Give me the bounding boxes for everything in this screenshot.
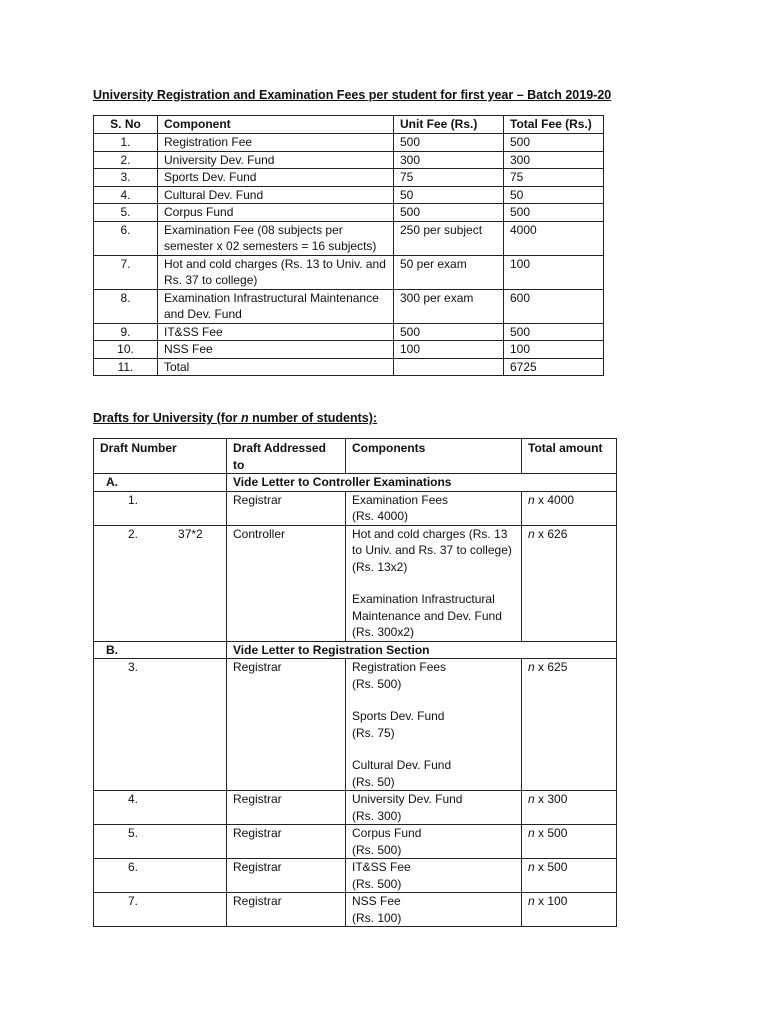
fees-row: [94, 151, 604, 169]
component-line: (Rs. 4000): [352, 509, 409, 523]
unit-fee-cell: 500: [394, 204, 504, 222]
unit-fee-cell: 300 per exam: [394, 289, 504, 323]
draft-number: 6.: [128, 860, 139, 874]
component-cell: Sports Dev. Fund: [158, 169, 394, 187]
amount-value: x 625: [534, 660, 568, 674]
drafts-header-row: [94, 439, 617, 474]
draft-amount-cell: [522, 859, 617, 893]
fees-row: [94, 358, 604, 376]
amount-var: n: [528, 894, 535, 908]
fees-row: [94, 323, 604, 341]
group-title: Vide Letter to Registration Section: [227, 641, 617, 659]
component-line: NSS Fee: [352, 894, 401, 908]
drafts-table-body: [94, 474, 617, 927]
total-fee-cell: 100: [504, 341, 604, 359]
header-total-amount: Total amount: [522, 439, 617, 474]
draft-number-cell: [94, 825, 227, 859]
component-line: Corpus Fund: [352, 826, 422, 840]
total-fee-cell: 500: [504, 134, 604, 152]
component-spacer: [352, 692, 515, 708]
component-line: Sports Dev. Fund: [352, 709, 445, 723]
sno-cell: 4.: [94, 186, 158, 204]
amount-var: n: [528, 526, 535, 541]
unit-fee-cell: 500: [394, 134, 504, 152]
component-cell: Examination Fee (08 subjects per semester x 02 semesters = 16 subjects): [158, 221, 394, 255]
fees-header-row: [94, 116, 604, 134]
amount-var: n: [528, 860, 535, 874]
component-cell: IT&SS Fee: [158, 323, 394, 341]
total-fee-cell: 75: [504, 169, 604, 187]
draft-addressed-cell: Registrar: [227, 491, 346, 525]
fees-row: [94, 169, 604, 187]
component-line: (Rs. 100): [352, 910, 402, 925]
draft-number: 4.: [128, 792, 139, 806]
draft-number: 2.: [128, 526, 139, 541]
amount-var: n: [528, 826, 535, 840]
component-cell: Examination Infrastructural Maintenance and Dev. Fund: [158, 289, 394, 323]
unit-fee-cell: 500: [394, 323, 504, 341]
component-cell: Corpus Fund: [158, 204, 394, 222]
draft-addressed-cell: Registrar: [227, 893, 346, 927]
header-components: Components: [346, 439, 522, 474]
drafts-title-before: Drafts for University (for: [93, 411, 241, 425]
amount-value: x 500: [534, 826, 568, 840]
draft-row: [94, 659, 617, 791]
component-cell: Total: [158, 358, 394, 376]
component-line: Registration Fees: [352, 660, 447, 674]
draft-row: [94, 859, 617, 893]
drafts-title-var: n: [240, 411, 249, 425]
sno-cell: 3.: [94, 169, 158, 187]
component-line: (Rs. 300x2): [352, 625, 415, 639]
draft-number-cell: [94, 659, 227, 791]
unit-fee-cell: [394, 358, 504, 376]
draft-group-row: [94, 474, 617, 492]
fees-table-body: [94, 134, 604, 376]
sno-cell: 7.: [94, 255, 158, 289]
draft-number-cell: [94, 859, 227, 893]
sno-cell: 2.: [94, 151, 158, 169]
fees-row: [94, 255, 604, 289]
draft-number-cell: [94, 491, 227, 525]
sno-cell: 8.: [94, 289, 158, 323]
component-line: (Rs. 50): [352, 774, 395, 789]
drafts-table-title: [93, 411, 377, 425]
fees-row: [94, 221, 604, 255]
draft-group-row: [94, 641, 617, 659]
amount-value: x 626: [534, 526, 568, 541]
component-cell: Hot and cold charges (Rs. 13 to Univ. and Rs. 37 to college): [158, 255, 394, 289]
fees-table: [93, 115, 604, 376]
header-unit-fee: Unit Fee (Rs.): [394, 116, 504, 134]
draft-number: 3.: [128, 660, 139, 674]
header-sno: S. No: [94, 116, 158, 134]
amount-var: n: [528, 792, 535, 806]
amount-value: x 100: [534, 894, 568, 908]
draft-components-cell: [346, 859, 522, 893]
draft-addressed-cell: Registrar: [227, 659, 346, 791]
unit-fee-cell: 50 per exam: [394, 255, 504, 289]
sno-cell: 1.: [94, 134, 158, 152]
component-line: Examination Fees: [352, 492, 449, 507]
header-draft-number: Draft Number: [94, 439, 227, 474]
component-line: (Rs. 75): [352, 725, 395, 740]
total-fee-cell: 100: [504, 255, 604, 289]
header-total-fee: Total Fee (Rs.): [504, 116, 604, 134]
draft-amount-cell: [522, 791, 617, 825]
draft-addressed-cell: Registrar: [227, 791, 346, 825]
fees-row: [94, 289, 604, 323]
sno-cell: 6.: [94, 221, 158, 255]
fees-row: [94, 134, 604, 152]
draft-components-cell: [346, 491, 522, 525]
component-line: Hot and cold charges (Rs. 13 to Univ. and Rs. 37 to college): [352, 526, 512, 557]
component-line: (Rs. 500): [352, 876, 402, 891]
component-line: IT&SS Fee: [352, 860, 411, 874]
component-line: University Dev. Fund: [352, 792, 463, 806]
component-line: (Rs. 300): [352, 808, 402, 823]
amount-value: x 300: [534, 792, 568, 806]
draft-number: 7.: [128, 894, 139, 908]
amount-var: n: [528, 492, 535, 507]
draft-amount-cell: [522, 659, 617, 791]
drafts-title-after: number of students):: [248, 411, 378, 425]
draft-number: 1.: [128, 492, 139, 507]
group-title: Vide Letter to Controller Examinations: [227, 474, 617, 492]
total-fee-cell: 4000: [504, 221, 604, 255]
sno-cell: 9.: [94, 323, 158, 341]
fees-row: [94, 186, 604, 204]
header-draft-addressed: Draft Addressed to: [227, 439, 346, 474]
component-cell: NSS Fee: [158, 341, 394, 359]
draft-addressed-cell: Registrar: [227, 825, 346, 859]
draft-amount-cell: [522, 825, 617, 859]
unit-fee-cell: 75: [394, 169, 504, 187]
draft-number-cell: [94, 791, 227, 825]
drafts-table: [93, 438, 617, 927]
component-cell: Registration Fee: [158, 134, 394, 152]
draft-components-cell: [346, 791, 522, 825]
component-line: (Rs. 13x2): [352, 559, 408, 574]
component-cell: University Dev. Fund: [158, 151, 394, 169]
component-line: Cultural Dev. Fund: [352, 758, 452, 772]
draft-row: [94, 525, 617, 641]
draft-components-cell: [346, 659, 522, 791]
unit-fee-cell: 300: [394, 151, 504, 169]
fees-row: [94, 341, 604, 359]
component-cell: Cultural Dev. Fund: [158, 186, 394, 204]
draft-amount-cell: [522, 893, 617, 927]
component-line: Examination Infrastructural Maintenance and Dev. Fund: [352, 592, 502, 623]
draft-amount-cell: [522, 525, 617, 641]
draft-row: [94, 893, 617, 927]
total-fee-cell: 6725: [504, 358, 604, 376]
total-fee-cell: 500: [504, 204, 604, 222]
draft-row: [94, 491, 617, 525]
fees-row: [94, 204, 604, 222]
draft-components-cell: [346, 525, 522, 641]
draft-addressed-cell: Controller: [227, 525, 346, 641]
total-fee-cell: 500: [504, 323, 604, 341]
amount-value: x 500: [534, 860, 568, 874]
draft-number-cell: [94, 525, 227, 641]
unit-fee-cell: 50: [394, 186, 504, 204]
draft-row: [94, 825, 617, 859]
draft-addressed-cell: Registrar: [227, 859, 346, 893]
draft-components-cell: [346, 893, 522, 927]
group-label: A.: [94, 474, 227, 492]
unit-fee-cell: 250 per subject: [394, 221, 504, 255]
component-line: (Rs. 500): [352, 676, 402, 691]
draft-number: 5.: [128, 826, 139, 840]
draft-components-cell: [346, 825, 522, 859]
sno-cell: 5.: [94, 204, 158, 222]
draft-amount-cell: [522, 491, 617, 525]
draft-number-cell: [94, 893, 227, 927]
group-label: B.: [94, 641, 227, 659]
component-spacer: [352, 575, 515, 591]
component-spacer: [352, 741, 515, 757]
total-fee-cell: 600: [504, 289, 604, 323]
amount-value: x 4000: [534, 492, 575, 507]
sno-cell: 11.: [94, 358, 158, 376]
header-component: Component: [158, 116, 394, 134]
component-line: (Rs. 500): [352, 842, 402, 857]
fees-table-title: University Registration and Examination Fees per student for first year – Batch 2019-20: [93, 88, 612, 102]
amount-var: n: [528, 660, 535, 674]
sno-cell: 10.: [94, 341, 158, 359]
total-fee-cell: 50: [504, 186, 604, 204]
draft-row: [94, 791, 617, 825]
draft-note: 37*2: [178, 526, 203, 541]
unit-fee-cell: 100: [394, 341, 504, 359]
total-fee-cell: 300: [504, 151, 604, 169]
